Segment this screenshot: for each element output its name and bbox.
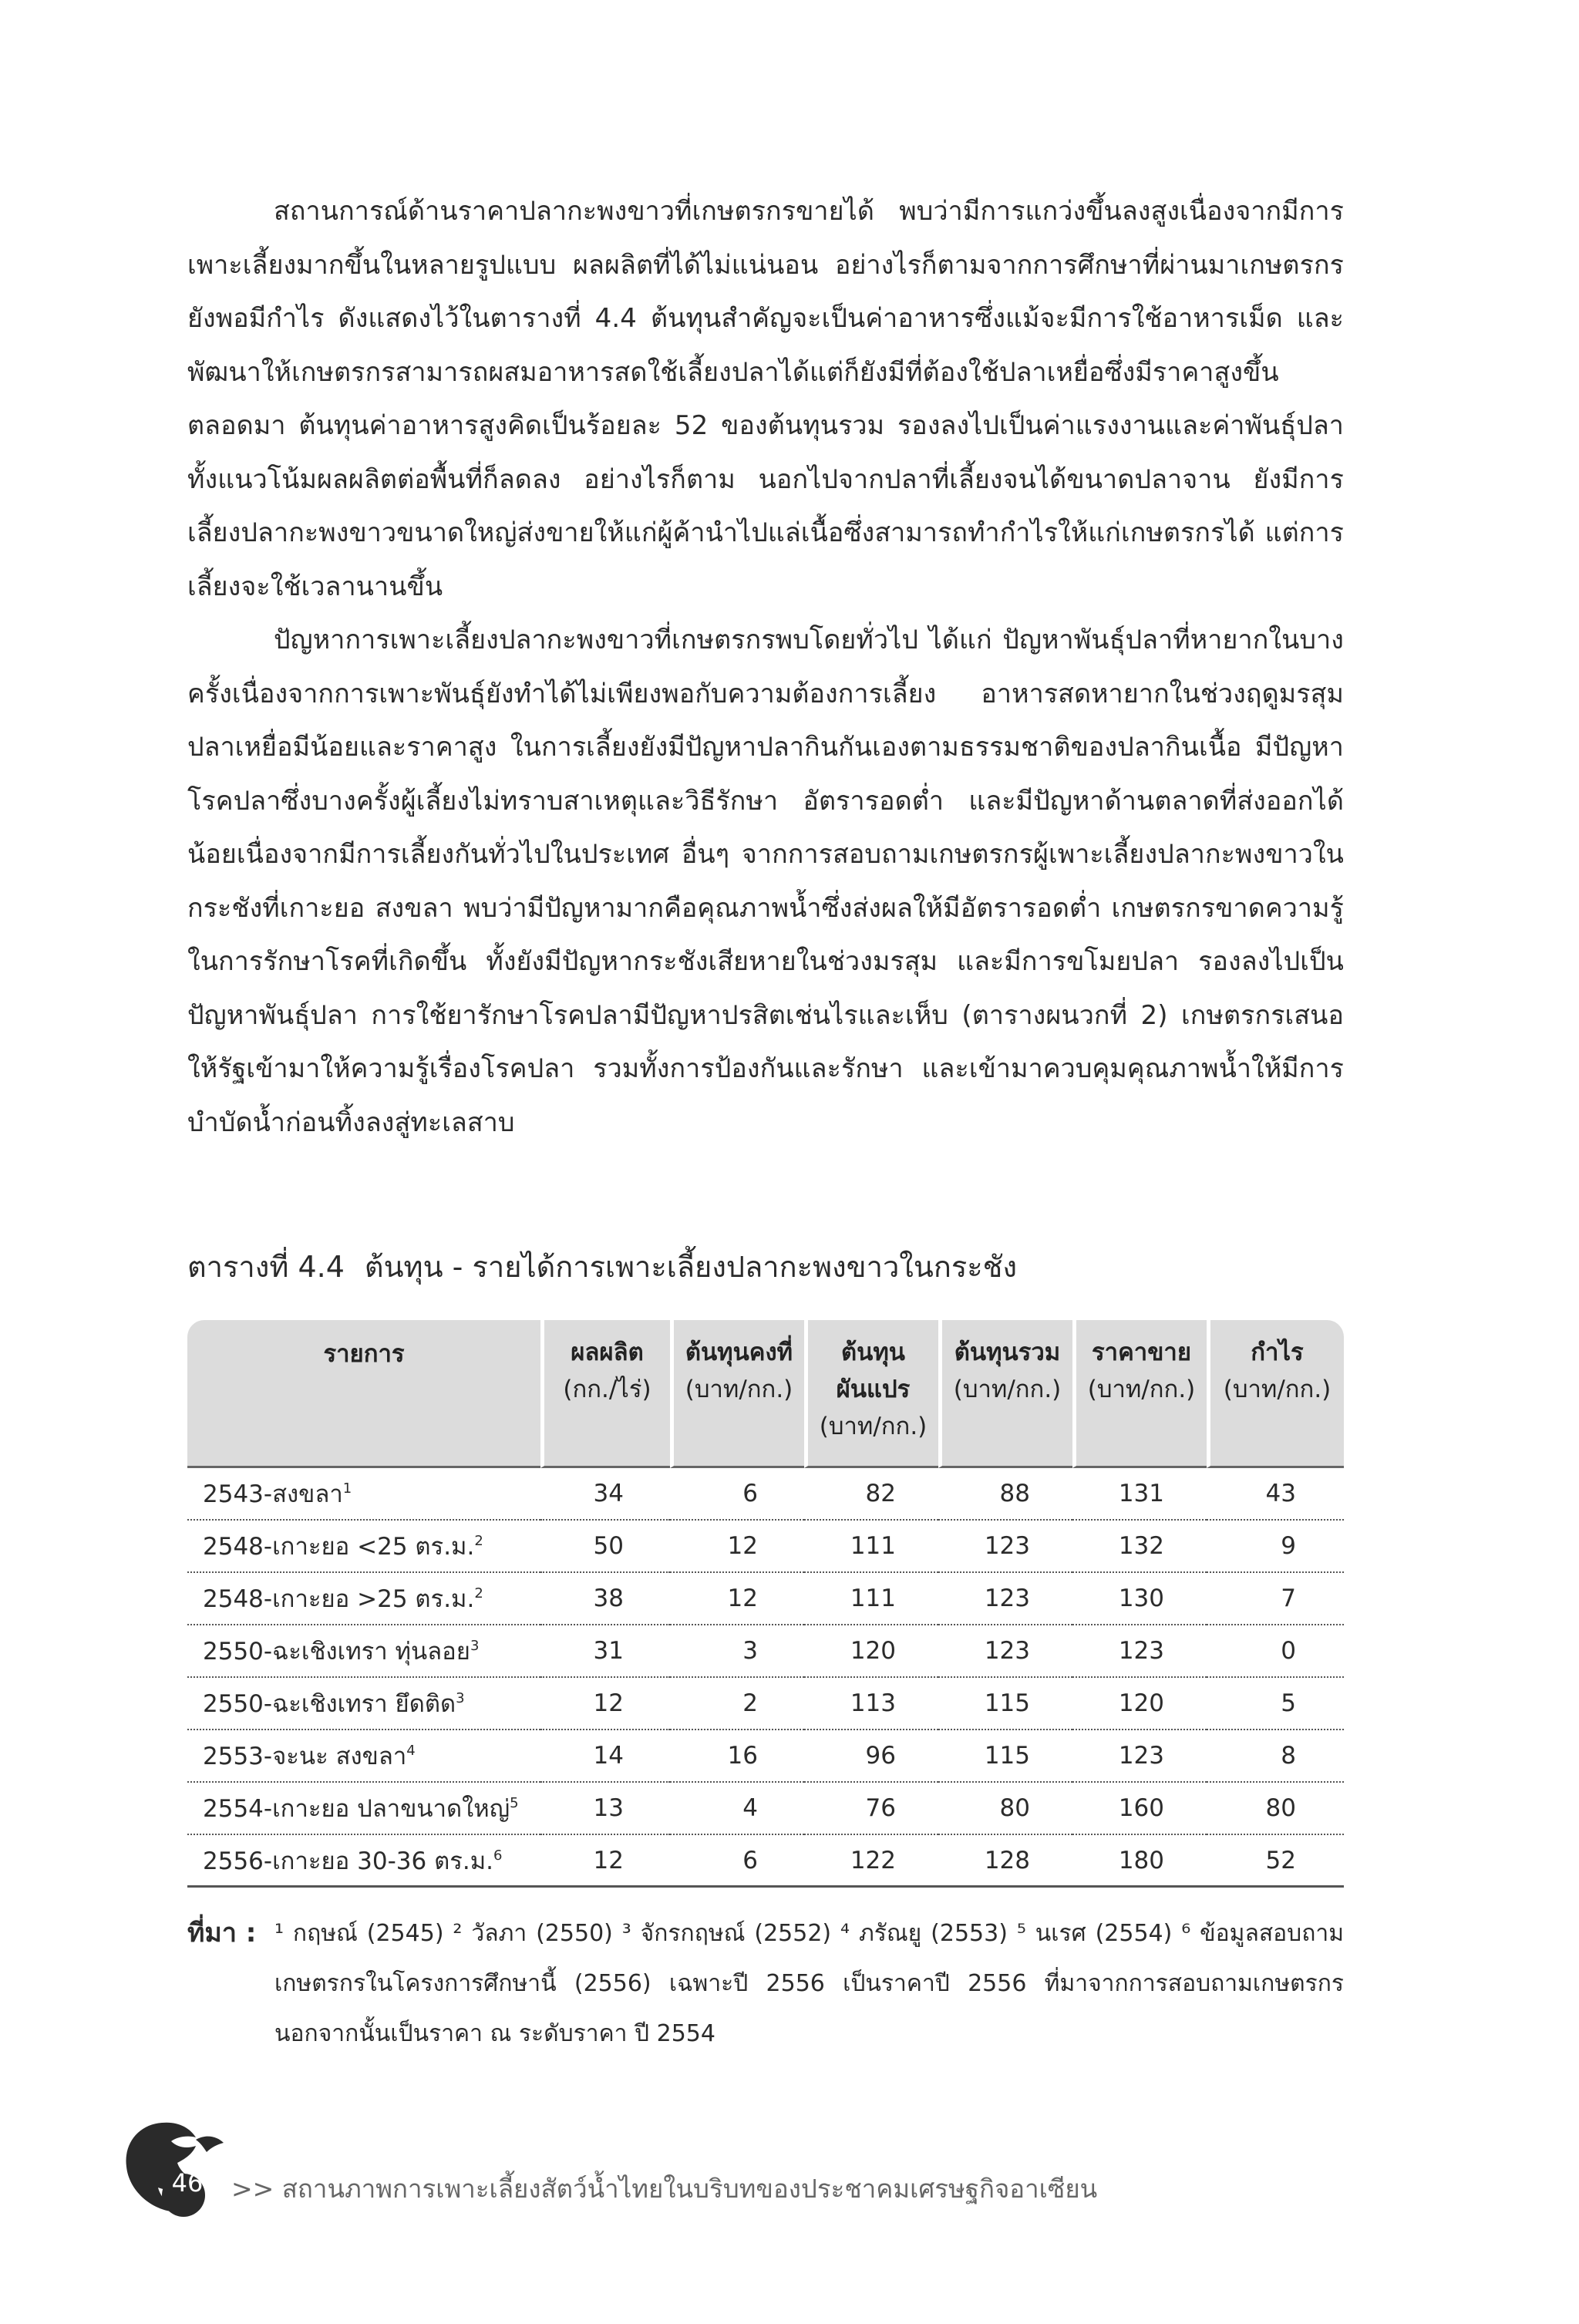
table-cell-total-cost: 128 bbox=[938, 1835, 1072, 1888]
table-cell-fixed-cost: 6 bbox=[670, 1835, 804, 1888]
table-cell-yield: 14 bbox=[540, 1730, 670, 1783]
table-row bbox=[187, 1625, 1344, 1678]
header-profit: กำไร (บาท/กก.) bbox=[1207, 1320, 1344, 1468]
page-number: 46 bbox=[171, 2168, 204, 2198]
table-cell-item: 2556-เกาะยอ 30-36 ตร.ม.$^6$ bbox=[187, 1835, 540, 1888]
source-note bbox=[187, 1908, 1344, 2059]
table-cell-sale-price: 120 bbox=[1072, 1678, 1207, 1730]
cost-revenue-table bbox=[187, 1320, 1344, 1888]
table-cell-item: 2550-ฉะเชิงเทรา ทุ่นลอย$^3$ bbox=[187, 1625, 540, 1678]
table-cell-item: 2554-เกาะยอ ปลาขนาดใหญ่$^5$ bbox=[187, 1783, 540, 1835]
body-text bbox=[187, 185, 1344, 1150]
table-cell-yield: 34 bbox=[540, 1468, 670, 1521]
table-cell-total-cost: 115 bbox=[938, 1730, 1072, 1783]
table-cell-yield: 31 bbox=[540, 1625, 670, 1678]
table-cell-fixed-cost: 12 bbox=[670, 1573, 804, 1625]
table-cell-profit: 80 bbox=[1207, 1783, 1344, 1835]
table-header-row bbox=[187, 1320, 1344, 1468]
table-cell-total-cost: 123 bbox=[938, 1573, 1072, 1625]
table-cell-total-cost: 80 bbox=[938, 1783, 1072, 1835]
table-cell-fixed-cost: 16 bbox=[670, 1730, 804, 1783]
source-label: ที่มา : bbox=[187, 1918, 257, 1948]
fish-silhouette-icon bbox=[116, 2117, 231, 2217]
table-cell-profit: 0 bbox=[1207, 1625, 1344, 1678]
footer-title: >> สถานภาพการเพาะเลี้ยงสัตว์น้ำไทยในบริบทของประชาคมเศรษฐกิจอาเซียน bbox=[231, 2174, 1098, 2204]
header-variable-cost: ต้นทุน ผันแปร (บาท/กก.) bbox=[804, 1320, 938, 1468]
table-cell-fixed-cost: 2 bbox=[670, 1678, 804, 1730]
table-cell-profit: 43 bbox=[1207, 1468, 1344, 1521]
table-row bbox=[187, 1468, 1344, 1521]
table-cell-total-cost: 123 bbox=[938, 1625, 1072, 1678]
table-cell-profit: 7 bbox=[1207, 1573, 1344, 1625]
table-cell-yield: 50 bbox=[540, 1521, 670, 1573]
source-text: ¹ กฤษณ์ (2545) ² วัลภา (2550) ³ จักรกฤษณ์ (2552) ⁴ ภรัณยู (2553) ⁵ นเรศ (2554) ⁶ ข้อมูลสอบถามเกษตรกรในโครงการศึกษานี้ (2556) เฉพาะปี 2556 เป็นราคาปี 2556 ที่มาจากการสอบถามเกษตรกร นอกจากนั้นเป็นราคา ณ ระดับราคา ปี 2554 bbox=[274, 1920, 1344, 2047]
table-row bbox=[187, 1835, 1344, 1888]
table-cell-variable-cost: 113 bbox=[804, 1678, 938, 1730]
paragraph-problems: ปัญหาการเพาะเลี้ยงปลากะพงขาวที่เกษตรกรพบโดยทั่วไป ได้แก่ ปัญหาพันธุ์ปลาที่หายากในบางครั้งเนื่องจากการเพาะพันธุ์ยังทำได้ไม่เพียงพอกับความต้องการเลี้ยง อาหารสดหายากในช่วงฤดูมรสุมปลาเหยื่อมีน้อยและราคาสูง ในการเลี้ยงยังมีปัญหาปลากินกันเองตามธรรมชาติของปลากินเนื้อ มีปัญหาโรคปลาซึ่งบางครั้งผู้เลี้ยงไม่ทราบสาเหตุและวิธีรักษา อัตรารอดต่ำ และมีปัญหาด้านตลาดที่ส่งออกได้น้อยเนื่องจากมีการเลี้ยงกันทั่วไปในประเทศ อื่นๆ จากการสอบถามเกษตรกรผู้เพาะเลี้ยงปลากะพงขาวในกระชังที่เกาะยอ สงขลา พบว่ามีปัญหามากคือคุณภาพน้ำซึ่งส่งผลให้มีอัตรารอดต่ำ เกษตรกรขาดความรู้ในการรักษาโรคที่เกิดขึ้น ทั้งยังมีปัญหากระชังเสียหายในช่วงมรสุม และมีการขโมยปลา รองลงไปเป็นปัญหาพันธุ์ปลา การใช้ยารักษาโรคปลามีปัญหาปรสิตเช่นไรและเห็บ (ตารางผนวกที่ 2) เกษตรกรเสนอให้รัฐเข้ามาให้ความรู้เรื่องโรคปลา รวมทั้งการป้องกันและรักษา และเข้ามาควบคุมคุณภาพน้ำให้มีการบำบัดน้ำก่อนทิ้งลงสู่ทะเลสาบ bbox=[187, 625, 1344, 1138]
table-cell-item: 2553-จะนะ สงขลา$^4$ bbox=[187, 1730, 540, 1783]
table-cell-total-cost: 123 bbox=[938, 1521, 1072, 1573]
table-cell-variable-cost: 76 bbox=[804, 1783, 938, 1835]
table-row bbox=[187, 1521, 1344, 1573]
table-cell-yield: 38 bbox=[540, 1573, 670, 1625]
table-cell-variable-cost: 111 bbox=[804, 1573, 938, 1625]
table-cell-variable-cost: 96 bbox=[804, 1730, 938, 1783]
header-item: รายการ bbox=[187, 1320, 540, 1468]
table-row bbox=[187, 1573, 1344, 1625]
table-cell-sale-price: 131 bbox=[1072, 1468, 1207, 1521]
table-cell-profit: 52 bbox=[1207, 1835, 1344, 1888]
table-cell-fixed-cost: 4 bbox=[670, 1783, 804, 1835]
table-cell-item: 2548-เกาะยอ <25 ตร.ม.$^2$ bbox=[187, 1521, 540, 1573]
table-cell-yield: 12 bbox=[540, 1835, 670, 1888]
table-cell-sale-price: 160 bbox=[1072, 1783, 1207, 1835]
table-cell-variable-cost: 82 bbox=[804, 1468, 938, 1521]
table-caption-number: ตารางที่ 4.4 bbox=[187, 1250, 345, 1284]
table-cell-sale-price: 132 bbox=[1072, 1521, 1207, 1573]
table-cell-total-cost: 88 bbox=[938, 1468, 1072, 1521]
table-cell-yield: 12 bbox=[540, 1678, 670, 1730]
table-cell-item: 2543-สงขลา$^1$ bbox=[187, 1468, 540, 1521]
header-total-cost: ต้นทุนรวม (บาท/กก.) bbox=[938, 1320, 1072, 1468]
table-cell-sale-price: 123 bbox=[1072, 1730, 1207, 1783]
table-body bbox=[187, 1468, 1344, 1888]
table-row bbox=[187, 1678, 1344, 1730]
table-row bbox=[187, 1783, 1344, 1835]
table-cell-variable-cost: 120 bbox=[804, 1625, 938, 1678]
header-sale-price: ราคาขาย (บาท/กก.) bbox=[1072, 1320, 1207, 1468]
table-cell-variable-cost: 111 bbox=[804, 1521, 938, 1573]
table-cell-total-cost: 115 bbox=[938, 1678, 1072, 1730]
table-cell-yield: 13 bbox=[540, 1783, 670, 1835]
table-cell-fixed-cost: 6 bbox=[670, 1468, 804, 1521]
table-cell-profit: 9 bbox=[1207, 1521, 1344, 1573]
table-cell-item: 2550-ฉะเชิงเทรา ยึดติด$^3$ bbox=[187, 1678, 540, 1730]
table-cell-variable-cost: 122 bbox=[804, 1835, 938, 1888]
table-cell-sale-price: 130 bbox=[1072, 1573, 1207, 1625]
table-caption bbox=[187, 1248, 1344, 1286]
header-fixed-cost: ต้นทุนคงที่ (บาท/กก.) bbox=[670, 1320, 804, 1468]
paragraph-price-situation: สถานการณ์ด้านราคาปลากะพงขาวที่เกษตรกรขายได้ พบว่ามีการแกว่งขึ้นลงสูงเนื่องจากมีการเพาะเลี้ยงมากขึ้นในหลายรูปแบบ ผลผลิตที่ได้ไม่แน่นอน อย่างไรก็ตามจากการศึกษาที่ผ่านมาเกษตรกรยังพอมีกำไร ดังแสดงไว้ในตารางที่ 4.4 ต้นทุนสำคัญจะเป็นค่าอาหารซึ่งแม้จะมีการใช้อาหารเม็ด และพัฒนาให้เกษตรกรสามารถผสมอาหารสดใช้เลี้ยงปลาได้แต่ก็ยังมีที่ต้องใช้ปลาเหยื่อซึ่งมีราคาสูงขึ้นตลอดมา ต้นทุนค่าอาหารสูงคิดเป็นร้อยละ 52 ของต้นทุนรวม รองลงไปเป็นค่าแรงงานและค่าพันธุ์ปลา ทั้งแนวโน้มผลผลิตต่อพื้นที่ก็ลดลง อย่างไรก็ตาม นอกไปจากปลาที่เลี้ยงจนได้ขนาดปลาจาน ยังมีการเลี้ยงปลากะพงขาวขนาดใหญ่ส่งขายให้แก่ผู้ค้านำไปแล่เนื้อซึ่งสามารถทำกำไรให้แก่เกษตรกรได้ แต่การเลี้ยงจะใช้เวลานานขึ้น bbox=[187, 196, 1344, 602]
table-cell-profit: 5 bbox=[1207, 1678, 1344, 1730]
table-cell-sale-price: 180 bbox=[1072, 1835, 1207, 1888]
header-yield: ผลผลิต (กก./ไร่) bbox=[540, 1320, 670, 1468]
table-cell-item: 2548-เกาะยอ >25 ตร.ม.$^2$ bbox=[187, 1573, 540, 1625]
table-cell-fixed-cost: 12 bbox=[670, 1521, 804, 1573]
table-cell-fixed-cost: 3 bbox=[670, 1625, 804, 1678]
table-caption-title: ต้นทุน - รายได้การเพาะเลี้ยงปลากะพงขาวในกระชัง bbox=[364, 1250, 1018, 1284]
table-cell-profit: 8 bbox=[1207, 1730, 1344, 1783]
table-cell-sale-price: 123 bbox=[1072, 1625, 1207, 1678]
table-row bbox=[187, 1730, 1344, 1783]
